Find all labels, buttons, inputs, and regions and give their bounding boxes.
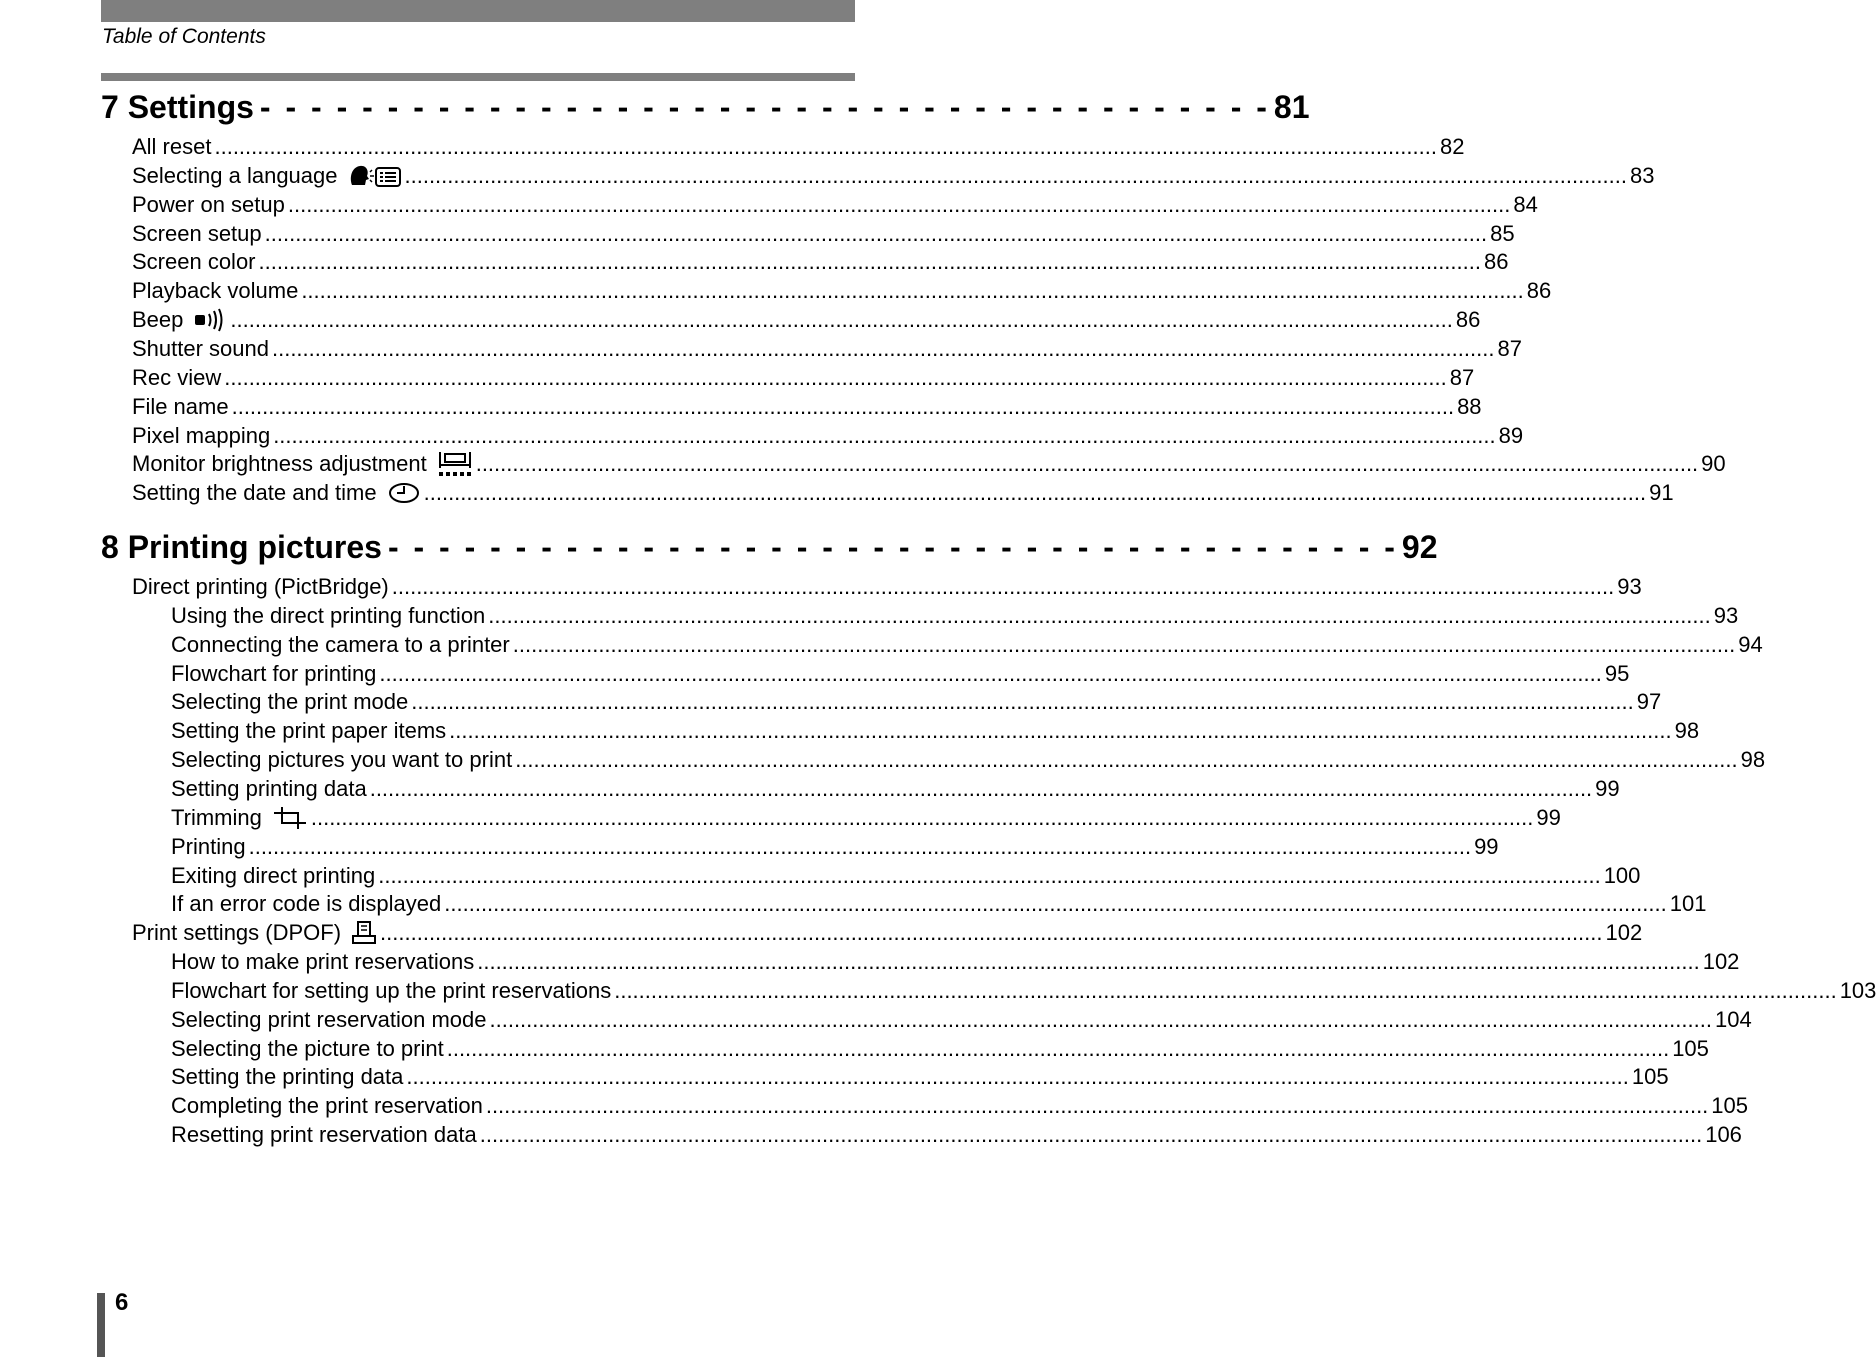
toc-entry-label [132,574,389,600]
toc-entry-label [132,423,270,449]
toc-dot-leader: ........................................................................................................................................................................................................ [379,660,1602,686]
toc-entry-page: 106 [1705,1122,1742,1148]
toc-entry-text: Rec view [132,364,222,390]
toc-entry-label [171,834,246,860]
toc-dot-leader: ........................................................................................................................................................................................................ [485,1093,1709,1119]
toc-entry-page: 100 [1603,862,1641,888]
toc-entry-text: Screen color [132,249,256,275]
toc-dot-leader: ........................................................................................................................................................................................................ [404,162,1627,188]
toc-entry[interactable] [132,920,1643,949]
toc-entry-label [132,336,269,362]
toc-entry[interactable] [132,364,1475,394]
page-number: 6 [115,1289,129,1316]
toc-entry-text: Completing the print reservation [171,1093,483,1119]
toc-dot-leader: ........................................................................................................................................................................................................ [477,949,1700,975]
toc-entry[interactable] [132,335,1522,365]
running-title: Table of Contents [102,25,266,48]
toc-entry[interactable] [171,1093,1749,1122]
toc-entry-page: 87 [1497,335,1522,361]
toc-dot-leader: ........................................................................................................................................................................................................ [475,451,1699,477]
toc-entry-label [132,451,473,477]
toc-dot-leader: ........................................................................................................................................................................................................ [406,1064,1629,1090]
toc-entry-label [132,163,402,189]
toc-entry[interactable] [171,977,1876,1007]
toc-dot-leader: ........................................................................................................................................................................................................ [258,249,1481,275]
toc-entry-label [171,978,611,1004]
toc-dot-leader: ........................................................................................................................................................................................................ [444,891,1667,917]
toc-entry[interactable] [132,307,1481,336]
toc-entry-label [171,747,512,773]
language-icon [348,163,402,189]
toc-entry-page: 98 [1740,747,1766,773]
toc-entry-text: Screen setup [132,220,262,246]
toc-entry[interactable] [171,891,1707,920]
toc-dot-leader: ........................................................................................................................................................................................................ [369,775,1593,801]
toc-entry-label [171,776,367,802]
toc-entry[interactable] [171,804,1561,834]
toc-entry-label [171,863,375,889]
toc-entry-page: 102 [1702,949,1740,975]
toc-entry-page: 86 [1483,249,1509,275]
toc-entry-label [132,249,256,275]
chapter-page: 81 [1273,89,1310,125]
toc-dot-leader: ........................................................................................................................................................................................................ [264,220,1488,246]
toc-entry[interactable] [171,833,1499,863]
chapter-leader: - - - - - - - - - - - - - - - - - - - - - - - - - - - - - - - - - - - - - - - - [259,89,1270,125]
toc-dot-leader: ........................................................................................................................................................................................................ [378,862,1601,888]
chapter-heading-settings[interactable] [101,89,1310,133]
toc-entry-text: Printing [171,833,246,859]
toc-entry[interactable] [171,689,1662,718]
toc-entry-label [171,632,510,658]
toc-dot-leader: ........................................................................................................................................................................................................ [512,631,1736,657]
toc-entry-label [171,949,474,975]
chapter-title: 7 Settings [101,89,254,125]
toc-entry[interactable] [171,631,1763,661]
toc-entry-page: 98 [1674,718,1700,744]
header-bar [101,0,855,22]
toc-entry-label [171,891,441,917]
clock-icon [387,482,421,504]
toc-entry-text: Trimming [171,804,262,830]
toc-entry[interactable] [171,1006,1752,1036]
toc-entry-text: Selecting the picture to print [171,1035,444,1061]
toc-entry-text: How to make print reservations [171,949,475,975]
toc-entry-text: Using the direct printing function [171,602,486,628]
toc-entry-text: File name [132,393,229,419]
toc-entry-label [171,1093,483,1119]
toc-entry[interactable] [132,278,1552,307]
chapter-heading-printing[interactable] [101,529,1438,573]
toc-entry-label [171,689,408,715]
toc-entry-label [132,920,377,946]
toc-dot-leader: ........................................................................................................................................................................................................ [391,574,1615,599]
toc-dot-leader: ........................................................................................................................................................................................................ [214,134,1437,159]
toc-entry[interactable] [132,393,1482,423]
toc-dot-leader: ........................................................................................................................................................................................................ [273,422,1496,448]
toc-entry-label [171,661,376,687]
toc-entry[interactable] [171,747,1766,776]
toc-entry-text: Setting the printing data [171,1064,404,1090]
toc-dot-leader: ........................................................................................................................................................................................................ [248,833,1472,859]
toc-entry-label [132,480,421,506]
toc-entry-label [171,1064,403,1090]
toc-dot-leader: ........................................................................................................................................................................................................ [224,364,1447,390]
trimming-icon [272,805,308,831]
toc-entry-label [171,1122,477,1148]
toc-dot-leader: ........................................................................................................................................................................................................ [287,191,1511,217]
toc-entry-label [171,718,446,744]
toc-entry-page: 86 [1526,278,1552,304]
toc-entry-page: 85 [1490,220,1515,246]
toc-entry-text: All reset [132,134,212,159]
toc-entry-label [171,1007,487,1033]
chapter-leader: - - - - - - - - - - - - - - - - - - - - - - - - - - - - - - - - - - - - - - - - [387,529,1398,565]
toc-entry-text: If an error code is displayed [171,891,442,917]
toc-entry-label [132,134,211,160]
toc-entry[interactable] [171,718,1700,747]
toc-entry-text: Setting the date and time [132,480,377,506]
toc-entry-label [132,221,262,247]
toc-entry-page: 82 [1439,134,1465,159]
toc-entry-text: Selecting the print mode [171,689,409,715]
toc-dot-leader: ........................................................................................................................................................................................................ [614,977,1837,1003]
toc-entry-text: Setting printing data [171,775,367,801]
toc-entry-page: 99 [1595,775,1620,801]
toc-entry-page: 90 [1701,451,1726,477]
toc-entry-text: Connecting the camera to a printer [171,631,510,657]
toc-dot-leader: ........................................................................................................................................................................................................ [310,804,1534,830]
toc-entry-text: Exiting direct printing [171,862,376,888]
toc-entry[interactable] [171,1064,1669,1093]
toc-entry-text: Monitor brightness adjustment [132,451,427,477]
toc-entry[interactable] [132,422,1524,452]
toc-entry-text: Print settings (DPOF) [132,920,342,946]
toc-entry-page: 102 [1605,920,1643,946]
toc-entry[interactable] [132,162,1655,192]
toc-entry-page: 104 [1714,1006,1752,1032]
toc-dot-leader: ........................................................................................................................................................................................................ [479,1122,1703,1148]
toc-entry-label [171,603,485,629]
toc-entry-page: 99 [1474,833,1499,859]
toc-entry-label [132,307,227,333]
toc-entry-page: 87 [1449,364,1475,390]
beep-icon [193,308,227,332]
toc-entry[interactable] [171,660,1630,690]
toc-dot-leader: ........................................................................................................................................................................................................ [230,307,1453,333]
toc-entry[interactable] [171,949,1740,978]
toc-entry-text: Selecting print reservation mode [171,1006,487,1032]
toc-dot-leader: ........................................................................................................................................................................................................ [301,278,1524,304]
toc-entry-page: 97 [1636,689,1662,715]
toc-entry-page: 103 [1839,977,1876,1003]
chapter-page: 92 [1401,529,1438,565]
toc-entry-label [171,1036,444,1062]
chapter-title: 8 Printing pictures [101,529,382,565]
toc-dot-leader: ........................................................................................................................................................................................................ [449,718,1672,744]
toc-dot-leader: ........................................................................................................................................................................................................ [489,1006,1712,1032]
toc-entry-page: 99 [1536,804,1561,830]
toc-entry[interactable] [132,451,1726,480]
toc-entry-text: Selecting a language [132,162,338,188]
toc-entry-label [132,365,221,391]
print-order-icon [351,920,377,946]
toc-entry-text: Flowchart for printing [171,660,377,686]
toc-entry[interactable] [171,775,1620,805]
page-edge-bar [97,1293,105,1357]
toc-entry[interactable] [132,480,1674,509]
toc-entry[interactable] [132,191,1538,221]
toc-entry[interactable] [132,134,1465,163]
toc-dot-leader: ........................................................................................................................................................................................................ [446,1035,1670,1061]
toc-entry-label [171,805,308,831]
toc-entry-page: 84 [1513,191,1538,217]
toc-entry[interactable] [171,1122,1742,1151]
toc-entry-text: Resetting print reservation data [171,1122,477,1148]
toc-entry-page: 95 [1604,660,1630,686]
toc-entry-page: 94 [1738,631,1763,657]
toc-entry-text: Shutter sound [132,335,269,361]
toc-entry-page: 91 [1649,480,1674,506]
toc-entry[interactable] [171,862,1641,892]
toc-entry-page: 105 [1631,1064,1669,1090]
toc-entry[interactable] [132,574,1642,603]
toc-entry-page: 105 [1711,1093,1749,1119]
toc-dot-leader: ........................................................................................................................................................................................................ [515,747,1738,773]
toc-entry[interactable] [132,249,1509,278]
toc-entry-text: Beep [132,307,184,333]
toc-entry-text: Playback volume [132,278,299,304]
toc-dot-leader: ........................................................................................................................................................................................................ [271,335,1495,361]
monitor-brightness-icon [437,451,473,477]
toc-entry-page: 88 [1457,393,1482,419]
toc-entry-page: 83 [1629,162,1655,188]
toc-entry-text: Pixel mapping [132,422,271,448]
toc-entry-text: Setting the print paper items [171,718,447,744]
toc-entry-text: Flowchart for setting up the print reservations [171,977,612,1003]
toc-entry-page: 93 [1617,574,1642,599]
toc-entry-label [132,394,229,420]
toc-entry[interactable] [171,1035,1709,1065]
toc-entry[interactable] [171,602,1739,632]
toc-entry-page: 93 [1713,602,1739,628]
toc-entry-text: Power on setup [132,191,285,217]
toc-entry-page: 89 [1498,422,1524,448]
toc-dot-leader: ........................................................................................................................................................................................................ [488,602,1711,628]
toc-entry[interactable] [132,220,1515,250]
toc-entry-label [132,192,285,218]
toc-dot-leader: ........................................................................................................................................................................................................ [380,920,1603,946]
header-rule [101,73,855,81]
toc-entry-label [132,278,298,304]
toc-dot-leader: ........................................................................................................................................................................................................ [411,689,1634,715]
toc-entry-text: Direct printing (PictBridge) [132,574,389,599]
toc-dot-leader: ........................................................................................................................................................................................................ [423,480,1647,506]
toc-entry-page: 86 [1455,307,1481,333]
toc-entry-page: 105 [1672,1035,1709,1061]
toc-dot-leader: ........................................................................................................................................................................................................ [231,393,1455,419]
toc-entry-text: Selecting pictures you want to print [171,747,513,773]
toc-entry-page: 101 [1669,891,1707,917]
